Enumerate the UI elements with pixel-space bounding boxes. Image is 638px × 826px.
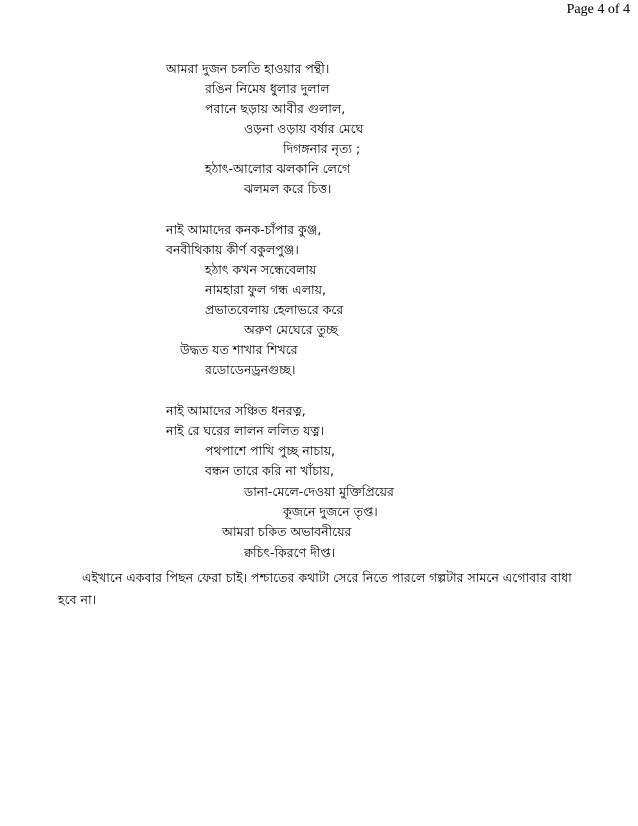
poem-line: রঙিন নিমেষ ধুলার দুলাল xyxy=(205,81,330,96)
poem-line: ওড়না ওড়ায় বর্ষার মেঘে xyxy=(244,121,364,136)
poem-line: কূজনে দুজনে তৃপ্ত। xyxy=(283,504,378,519)
poem-line: নাই আমাদের কনক-চাঁপার কুঞ্জ, xyxy=(166,222,322,237)
poem-line: ক্বচিৎ-কিরণে দীপ্ত। xyxy=(244,545,336,560)
poem-line: হঠাৎ কখন সন্ধেবেলায় xyxy=(205,262,317,277)
poem-line: ঝলমল করে চিত্ত। xyxy=(244,181,332,196)
poem-line: পরানে ছড়ায় আবীর গুলাল, xyxy=(205,101,346,116)
poem-line: আমরা দুজন চলতি হাওয়ার পন্থী। xyxy=(166,61,330,76)
poem-line: বন্ধন তারে করি না খাঁচায়, xyxy=(205,463,334,478)
poem-line: উদ্ধত যত শাখার শিখরে xyxy=(180,342,298,357)
prose-paragraph: এইখানে একবার পিছন ফেরা চাই। পশ্চাতের কথাটা সেরে নিতে পারলে গল্পটার সামনে এগোবার বাধা হবে না। xyxy=(58,570,572,607)
poem-line: নাই আমাদের সঞ্চিত ধনরত্ন, xyxy=(166,403,306,418)
poem-line: পথপাশে পাখি পুচ্ছ নাচায়, xyxy=(205,443,336,458)
poem-line: বনবীথিকায় কীর্ণ বকুলপুঞ্জ। xyxy=(166,242,299,257)
poem-line: নামহারা ফুল গন্ধ এলায়, xyxy=(205,282,326,297)
poem-line: রডোডেনড্রনগুচ্ছ। xyxy=(205,362,296,377)
poem-line: আমরা চকিত অভাবনীয়ের xyxy=(222,524,352,539)
poem-line: হঠাৎ-আলোর ঝলকানি লেগে xyxy=(205,161,351,176)
poem-line: নাই রে ঘরের লালন ললিত যত্ন। xyxy=(166,423,325,438)
poem-line: অরুণ মেঘেরে তুচ্ছ xyxy=(244,322,338,337)
poem-line: দিগঙ্গনার নৃত্য ; xyxy=(283,141,361,156)
poem-line: প্রভাতবেলায় হেলাভরে করে xyxy=(205,302,344,317)
poem-line: ডানা-মেলে-দেওয়া মুক্তিপ্রিয়ের xyxy=(244,484,394,499)
page-number-label: Page 4 of 4 xyxy=(566,2,630,17)
